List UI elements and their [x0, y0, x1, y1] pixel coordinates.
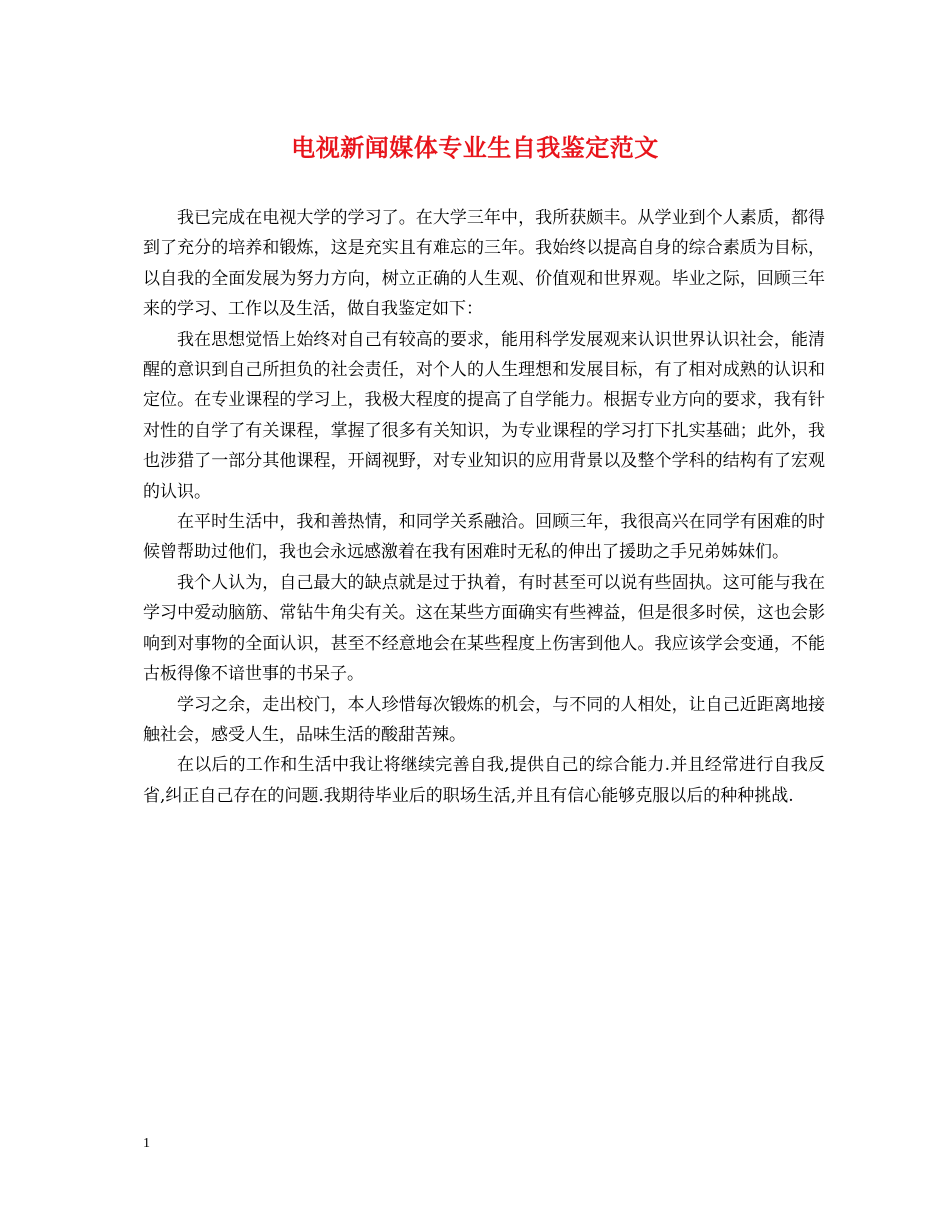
- paragraph-thought-study: 我在思想觉悟上始终对自己有较高的要求，能用科学发展观来认识世界认识社会，能清醒的意识到自己所担负的社会责任，对个人的人生理想和发展目标，有了相对成熟的认识和定位。在专业课程的学习上，我极大程度的提高了自学能力。根据专业方向的要求，我有针对性的自学了有关课程，掌握了很多有关知识，为专业课程的学习打下扎实基础；此外，我也涉猎了一部分其他课程，开阔视野，对专业知识的应用背景以及整个学科的结构有了宏观的认识。: [143, 329, 825, 502]
- page-number: 1: [143, 1136, 150, 1151]
- document-body: [143, 203, 825, 811]
- paragraph-shortcomings: 我个人认为，自己最大的缺点就是过于执着，有时甚至可以说有些固执。这可能与我在学习中爱动脑筋、常钻牛角尖有关。这在某些方面确实有些裨益，但是很多时侯，这也会影响到对事物的全面认识，甚至不经意地会在某些程度上伤害到他人。我应该学会变通，不能古板得像不谙世事的书呆子。: [143, 572, 825, 685]
- paragraph-intro: 我已完成在电视大学的学习了。在大学三年中，我所获颇丰。从学业到个人素质，都得到了充分的培养和锻炼，这是充实且有难忘的三年。我始终以提高自身的综合素质为目标，以自我的全面发展为努力方向，树立正确的人生观、价值观和世界观。毕业之际，回顾三年来的学习、工作以及生活，做自我鉴定如下：: [143, 208, 825, 320]
- paragraph-life: 在平时生活中，我和善热情，和同学关系融洽。回顾三年，我很高兴在同学有困难的时候曾帮助过他们，我也会永远感激着在我有困难时无私的伸出了援助之手兄弟姊妹们。: [143, 512, 825, 563]
- paragraph-future: 在以后的工作和生活中我让将继续完善自我,提供自己的综合能力.并且经常进行自我反省,纠正自己存在的问题.我期待毕业后的职场生活,并且有信心能够克服以后的种种挑战.: [143, 755, 825, 806]
- paragraph-practice: 学习之余，走出校门，本人珍惜每次锻炼的机会，与不同的人相处，让自己近距离地接触社会，感受人生，品味生活的酸甜苦辣。: [143, 694, 825, 745]
- document-title: 电视新闻媒体专业生自我鉴定范文: [291, 133, 659, 162]
